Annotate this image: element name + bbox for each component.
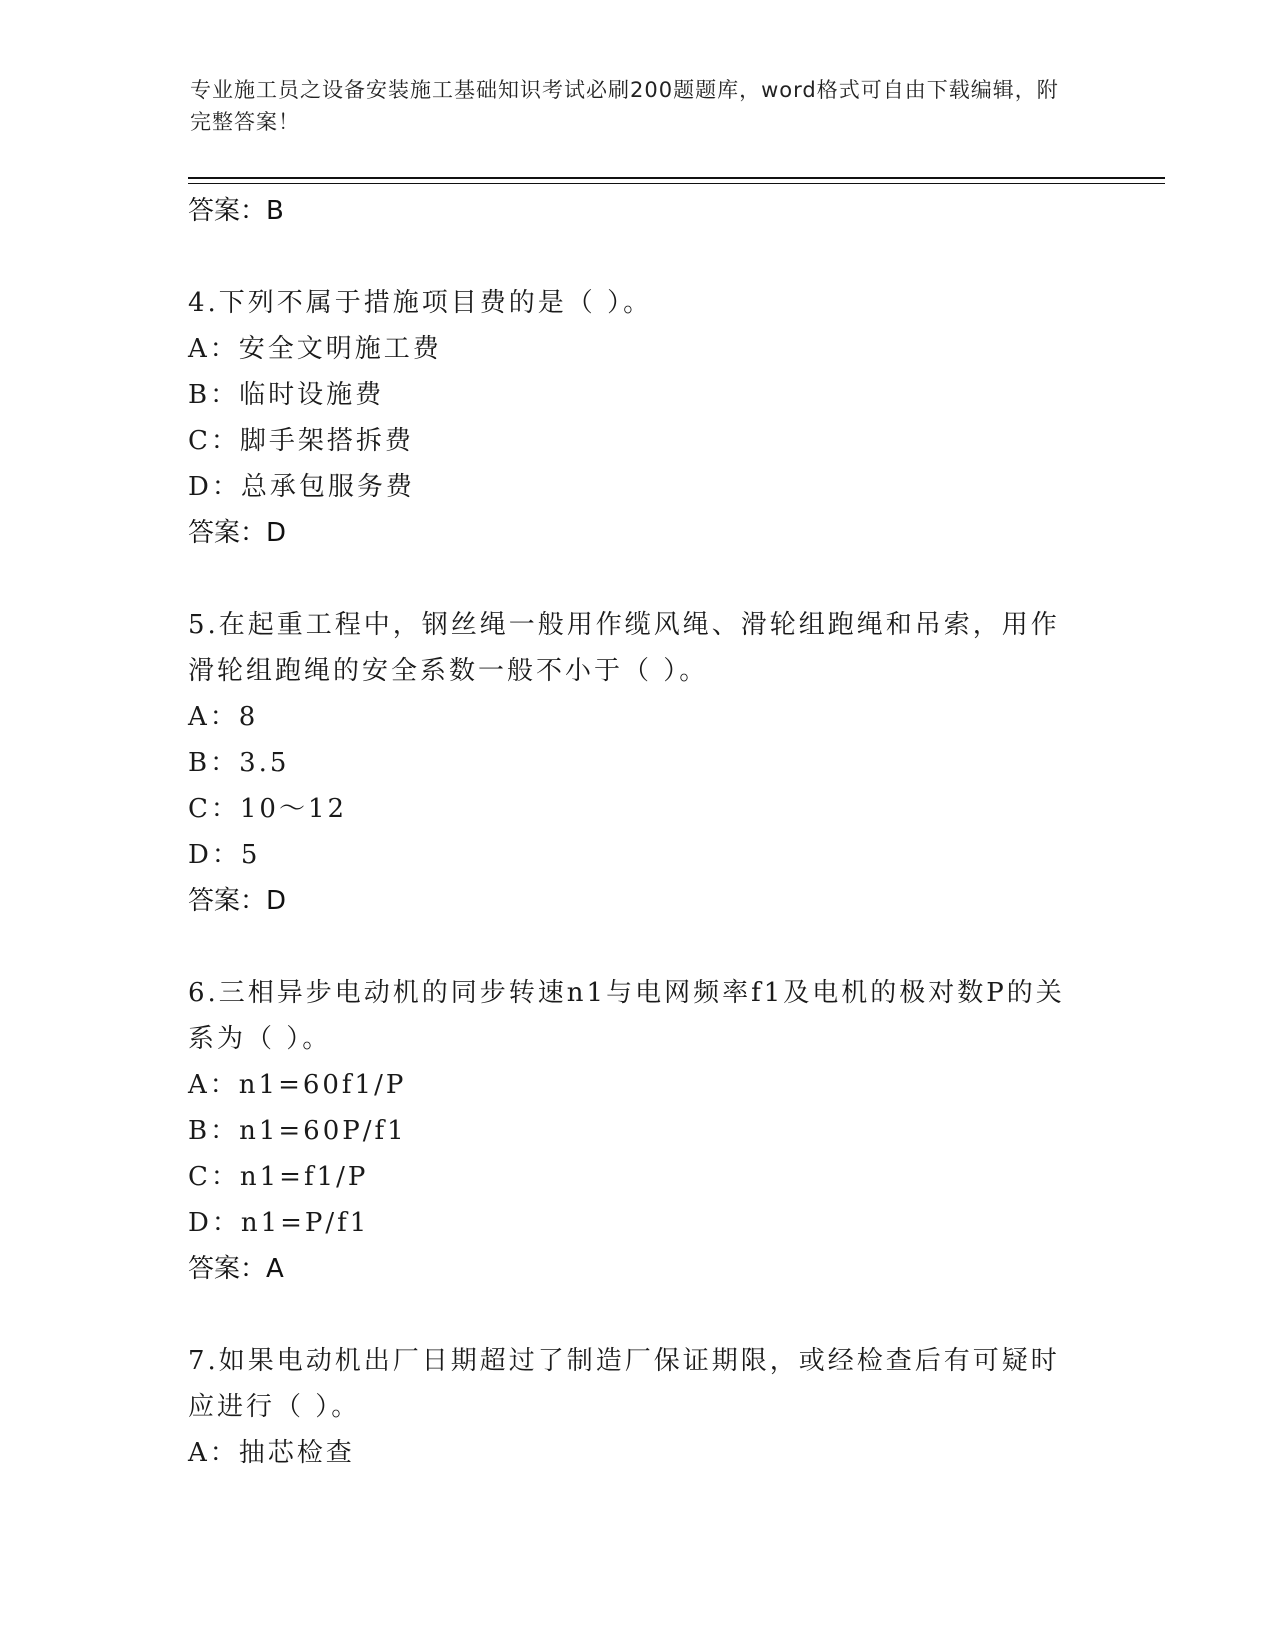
question-block [188,970,1088,1292]
option-c: C：10～12 [188,794,348,824]
option-c: C：n1=f1/P [188,1162,369,1192]
option-a: A：安全文明施工费 [188,334,442,364]
option-d: D：n1=P/f1 [188,1208,370,1238]
option-a: A：抽芯检查 [188,1438,355,1468]
question-block [188,602,1088,924]
answer-line: 答案：D [188,518,287,548]
option-b: B：3.5 [188,748,290,778]
question-text: 4.下列不属于措施项目费的是（ ）。 [188,288,653,318]
question-block [188,280,1088,556]
question-list [188,188,1088,1476]
question-block [188,1338,1088,1476]
question-text: 5.在起重工程中，钢丝绳一般用作缆风绳、滑轮组跑绳和吊索，用作滑轮组跑绳的安全系数一般不小于（ ）。 [188,610,1060,686]
answer-line: 答案：B [188,196,284,226]
answer-line: 答案：A [188,1254,284,1284]
document-header: 专业施工员之设备安装施工基础知识考试必刷200题题库，word格式可自由下载编辑，附完整答案！ [190,78,1059,134]
option-a: A：n1=60f1/P [188,1070,407,1100]
header-divider-thick [188,177,1165,179]
header-divider-thin [188,183,1165,184]
option-a: A：8 [188,702,259,732]
question-text: 7.如果电动机出厂日期超过了制造厂保证期限，或经检查后有可疑时应进行（ ）。 [188,1346,1060,1422]
option-b: B：n1=60P/f1 [188,1116,407,1146]
option-d: D：5 [188,840,261,870]
answer-line: 答案：D [188,886,287,916]
option-c: C：脚手架搭拆费 [188,426,414,456]
option-b: B：临时设施费 [188,380,385,410]
question-text: 6.三相异步电动机的同步转速n1与电网频率f1及电机的极对数P的关系为（ ）。 [188,978,1065,1054]
option-d: D：总承包服务费 [188,472,415,502]
